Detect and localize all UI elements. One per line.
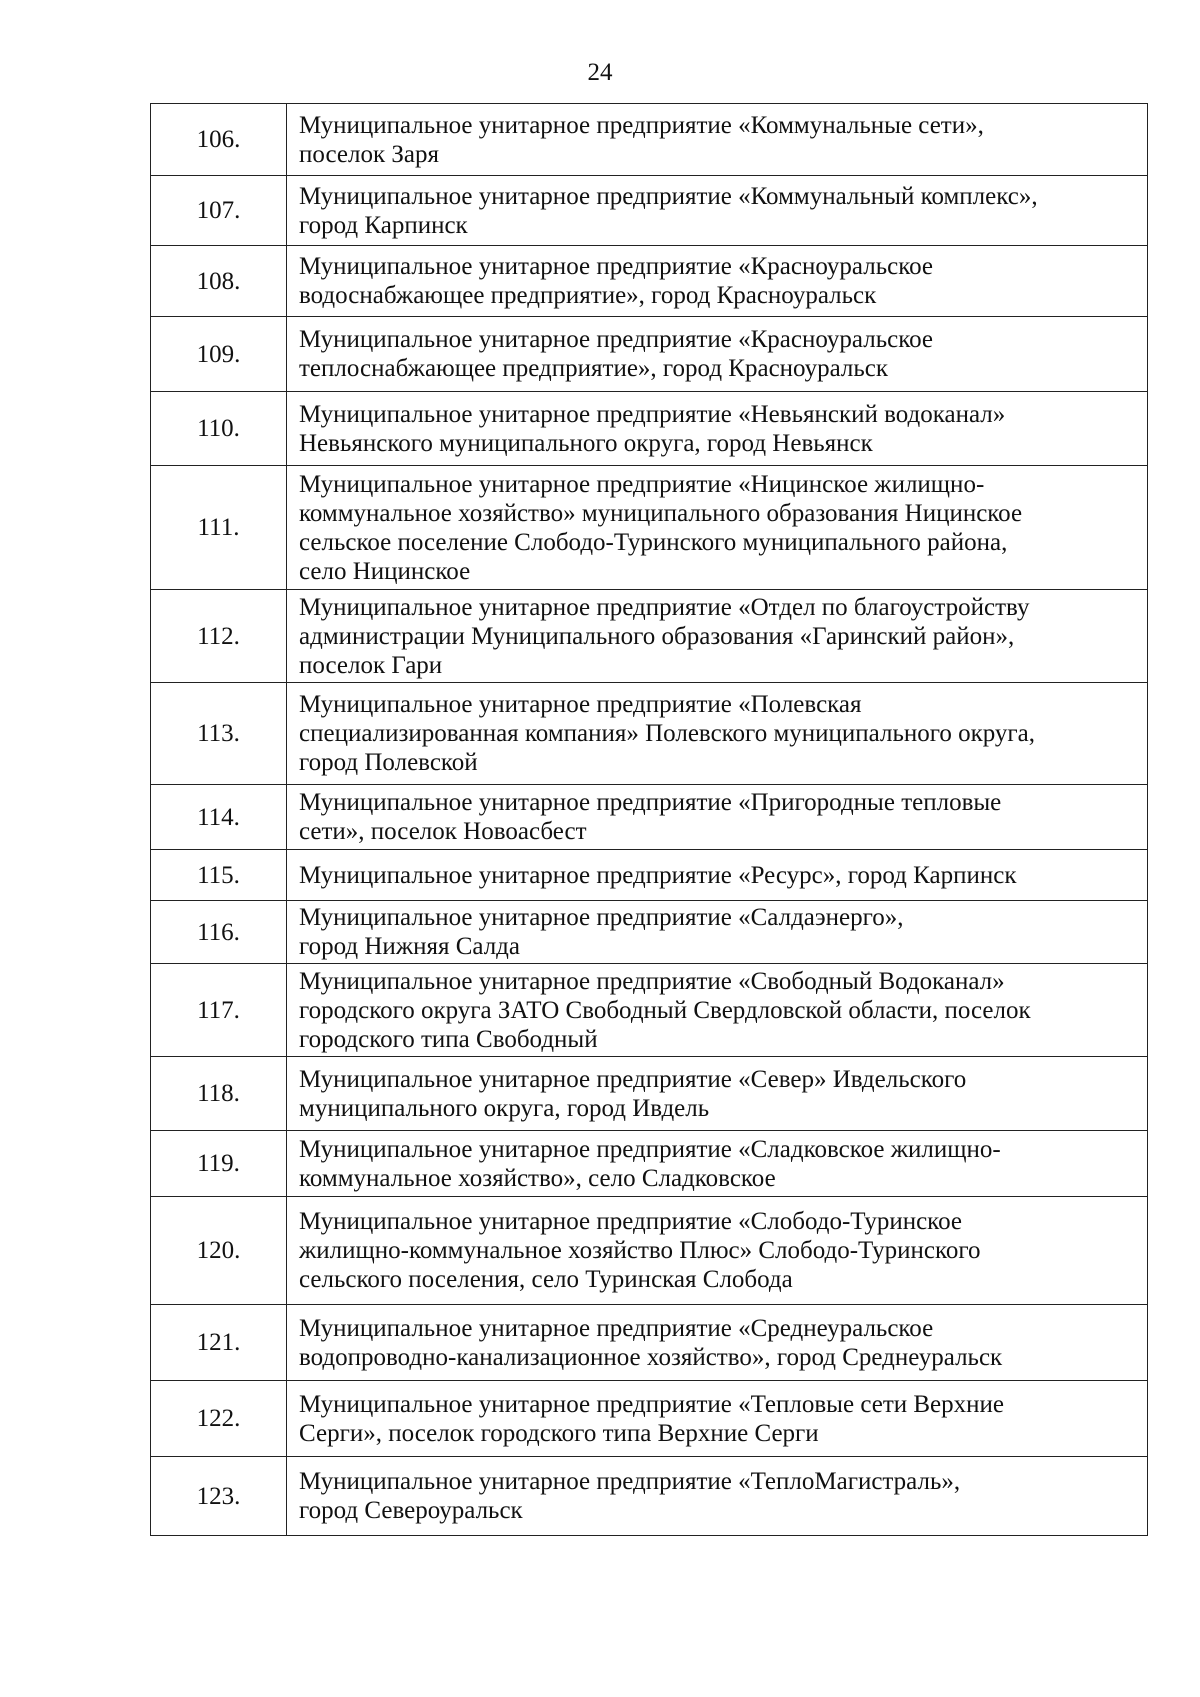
row-number: 118.	[151, 1057, 287, 1131]
row-number: 114.	[151, 785, 287, 850]
name-line: сельского поселения, село Туринская Слобода	[299, 1266, 793, 1293]
name-line: Муниципальное унитарное предприятие «Свободный Водоканал»	[299, 967, 1005, 995]
enterprise-name	[287, 1381, 1148, 1457]
table-row	[151, 246, 1148, 317]
name-line: поселок Гари	[299, 651, 443, 679]
row-number: 109.	[151, 317, 287, 392]
row-number: 106.	[151, 104, 287, 176]
table-row	[151, 1057, 1148, 1131]
row-number: 123.	[151, 1457, 287, 1536]
table-row	[151, 466, 1148, 590]
name-line: город Североуральск	[299, 1497, 523, 1524]
row-number: 107.	[151, 176, 287, 246]
table-row	[151, 964, 1148, 1057]
enterprise-name	[287, 1131, 1148, 1197]
page-number: 24	[587, 59, 613, 86]
table-row	[151, 1131, 1148, 1197]
row-number: 122.	[151, 1381, 287, 1457]
table-row	[151, 1197, 1148, 1305]
enterprise-table	[150, 103, 1148, 1536]
row-number: 116.	[151, 901, 287, 964]
table-row	[151, 392, 1148, 466]
name-line: коммунальное хозяйство», село Сладковское	[299, 1164, 776, 1192]
name-line: Муниципальное унитарное предприятие «Сладковское жилищно-	[299, 1135, 1001, 1163]
name-line: поселок Заря	[299, 140, 439, 168]
enterprise-name	[287, 590, 1148, 683]
row-number: 110.	[151, 392, 287, 466]
name-line: жилищно-коммунальное хозяйство Плюс» Слободо-Туринского	[299, 1237, 981, 1264]
name-line: городского типа Свободный	[299, 1025, 598, 1053]
name-line: специализированная компания» Полевского муниципального округа,	[299, 720, 1036, 747]
name-line: коммунальное хозяйство» муниципального образования Ницинское	[299, 499, 1023, 527]
name-line: Муниципальное унитарное предприятие «Тепловые сети Верхние	[299, 1390, 1005, 1418]
row-number: 115.	[151, 850, 287, 901]
row-number: 119.	[151, 1131, 287, 1197]
table-row	[151, 1457, 1148, 1536]
name-line: Муниципальное унитарное предприятие «Север» Ивдельского	[299, 1065, 967, 1093]
enterprise-name	[287, 1197, 1148, 1305]
table-row	[151, 176, 1148, 246]
name-line: Невьянского муниципального округа, город Невьянск	[299, 429, 873, 457]
enterprise-name	[287, 1305, 1148, 1381]
name-line: Муниципальное унитарное предприятие «Ресурс», город Карпинск	[299, 861, 1017, 889]
name-line: Муниципальное унитарное предприятие «Отдел по благоустройству	[299, 593, 1030, 621]
enterprise-name	[287, 964, 1148, 1057]
name-line: Серги», поселок городского типа Верхние Серги	[299, 1419, 819, 1447]
enterprise-name	[287, 317, 1148, 392]
name-line: теплоснабжающее предприятие», город Красноуральск	[299, 355, 889, 382]
name-line: Муниципальное унитарное предприятие «Салдаэнерго»,	[299, 904, 904, 931]
name-line: Муниципальное унитарное предприятие «Пригородные тепловые	[299, 789, 1002, 816]
table-row	[151, 317, 1148, 392]
table-row	[151, 901, 1148, 964]
enterprise-name	[287, 1457, 1148, 1536]
name-line: Муниципальное унитарное предприятие «Коммунальный комплекс»,	[299, 182, 1038, 210]
name-line: Муниципальное унитарное предприятие «Ницинское жилищно-	[299, 470, 985, 498]
name-line: администрации Муниципального образования «Гаринский район»,	[299, 622, 1015, 650]
enterprise-name	[287, 392, 1148, 466]
row-number: 120.	[151, 1197, 287, 1305]
row-number: 113.	[151, 683, 287, 785]
name-line: село Ницинское	[299, 557, 471, 585]
table-row	[151, 683, 1148, 785]
enterprise-name	[287, 850, 1148, 901]
enterprise-name	[287, 683, 1148, 785]
name-line: водопроводно-канализационное хозяйство», город Среднеуральск	[299, 1343, 1003, 1371]
name-line: муниципального округа, город Ивдель	[299, 1094, 710, 1122]
enterprise-name	[287, 785, 1148, 850]
table-row	[151, 104, 1148, 176]
row-number: 111.	[151, 466, 287, 590]
table-row	[151, 1305, 1148, 1381]
row-number: 108.	[151, 246, 287, 317]
enterprise-name	[287, 466, 1148, 590]
enterprise-name	[287, 1057, 1148, 1131]
name-line: город Полевской	[299, 749, 478, 776]
table-row	[151, 850, 1148, 901]
row-number: 112.	[151, 590, 287, 683]
enterprise-name	[287, 901, 1148, 964]
name-line: Муниципальное унитарное предприятие «Коммунальные сети»,	[299, 111, 984, 139]
name-line: сельское поселение Слободо-Туринского муниципального района,	[299, 528, 1008, 556]
enterprise-name	[287, 176, 1148, 246]
name-line: Муниципальное унитарное предприятие «ТеплоМагистраль»,	[299, 1468, 961, 1495]
table-row	[151, 785, 1148, 850]
name-line: Муниципальное унитарное предприятие «Слободо-Туринское	[299, 1208, 962, 1235]
enterprise-name	[287, 104, 1148, 176]
name-line: Муниципальное унитарное предприятие «Красноуральское	[299, 253, 933, 280]
row-number: 117.	[151, 964, 287, 1057]
table-row	[151, 1381, 1148, 1457]
name-line: Муниципальное унитарное предприятие «Среднеуральское	[299, 1314, 934, 1342]
name-line: город Нижняя Салда	[299, 933, 520, 960]
name-line: водоснабжающее предприятие», город Красноуральск	[299, 282, 877, 309]
name-line: Муниципальное унитарное предприятие «Красноуральское	[299, 326, 933, 353]
name-line: сети», поселок Новоасбест	[299, 818, 587, 845]
enterprise-name	[287, 246, 1148, 317]
row-number: 121.	[151, 1305, 287, 1381]
name-line: городского округа ЗАТО Свободный Свердловской области, поселок	[299, 996, 1031, 1024]
name-line: город Карпинск	[299, 211, 468, 239]
name-line: Муниципальное унитарное предприятие «Невьянский водоканал»	[299, 400, 1006, 428]
table-row	[151, 590, 1148, 683]
name-line: Муниципальное унитарное предприятие «Полевская	[299, 691, 862, 718]
